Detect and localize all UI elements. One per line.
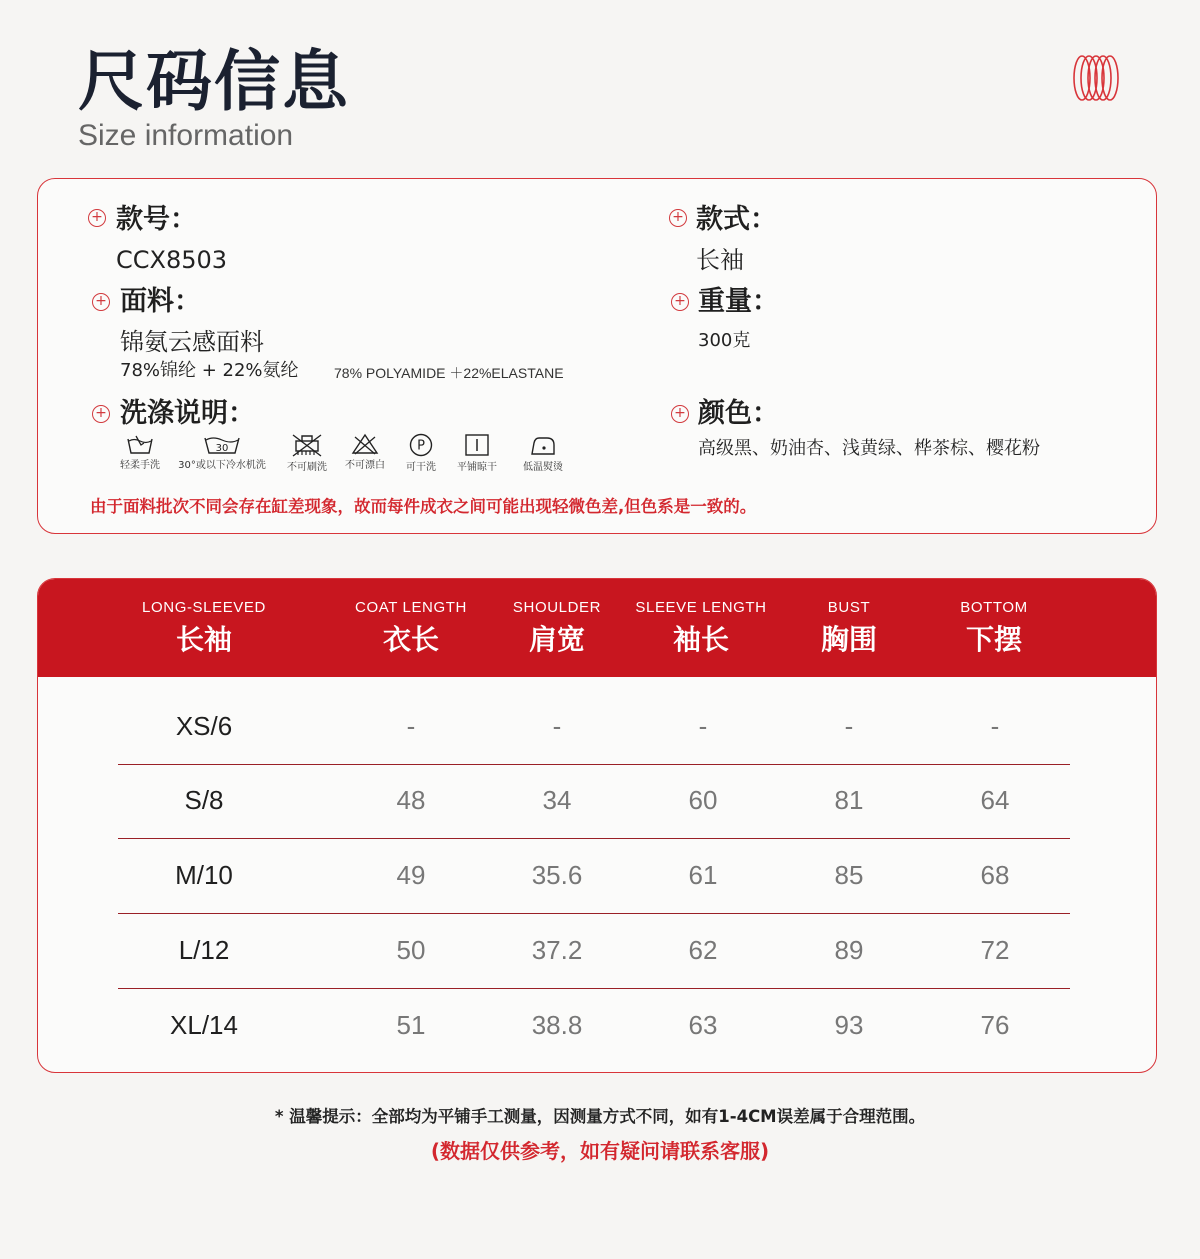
care-item [396,433,446,475]
table-cell: 76 [980,1010,1010,1040]
plus-circle-icon: + [669,209,687,227]
table-cell: 60 [688,785,718,815]
size-table [37,578,1157,1073]
table-row [118,986,1070,1064]
care-item [116,433,164,473]
color-label: 颜色： [698,398,779,429]
size-cell: M/10 [175,860,233,890]
table-cell: 34 [542,785,572,815]
care-caption: 轻柔手洗 [120,460,160,471]
style-type-value: 长袖 [696,246,744,274]
column-header-en: LONG-SLEEVED [142,599,266,616]
table-cell: - [698,711,708,741]
dry-flat-icon [464,433,490,457]
low-iron-icon [529,433,557,457]
table-cell: 62 [688,935,718,965]
column-header-en: BOTTOM [960,599,1028,616]
table-cell: 50 [396,935,426,965]
page-subtitle: Size information [78,119,294,152]
table-row [118,761,1070,839]
no-brush-icon [290,433,324,457]
care-item [446,433,508,475]
size-cell: S/8 [184,785,224,815]
column-header [914,579,1074,657]
plus-circle-icon: + [92,405,110,423]
table-cell: 63 [688,1010,718,1040]
care-item [338,433,392,473]
care-caption: 30°或以下冷水机洗 [178,460,266,471]
style-no-label: 款号： [116,204,197,235]
fabric-label: 面料： [120,286,201,317]
care-caption: 不可漂白 [345,460,385,471]
color-value: 高级黑、奶油杏、浅黄绿、桦茶棕、樱花粉 [698,438,1040,459]
table-row [118,911,1070,989]
column-header-zh: 衣长 [382,623,439,656]
care-caption: 平铺晾干 [457,462,497,473]
table-cell: - [552,711,562,741]
plus-circle-icon: + [92,293,110,311]
table-cell: 93 [834,1010,864,1040]
table-cell: 48 [396,785,426,815]
style-type-label: 款式： [696,204,777,235]
table-cell: - [844,711,854,741]
column-header-zh: 胸围 [820,623,877,656]
column-header-en: SLEEVE LENGTH [635,599,767,616]
weight-label: 重量： [698,286,779,317]
table-cell: 37.2 [531,935,583,965]
column-header-en: SHOULDER [512,599,602,616]
weight-value: 300克 [698,330,751,351]
column-header-en: BUST [827,599,871,616]
table-cell: - [990,711,1000,741]
dry-clean-letter: P [417,438,425,454]
care-caption: 可干洗 [406,462,436,473]
table-row [118,687,1070,765]
care-label: 洗涤说明： [120,398,255,429]
column-header [621,579,781,657]
column-header [124,579,284,657]
care-item [280,433,334,475]
size-cell: L/12 [178,935,230,965]
measurement-tip: * 温馨提示：全部均为平铺手工测量，因测量方式不同，如有1-4CM误差属于合理范围。 [274,1107,926,1126]
column-header [477,579,637,657]
page-title: 尺码信息 [78,43,350,120]
fabric-value: 锦氨云感面料 [120,328,264,356]
plus-circle-icon: + [671,405,689,423]
dry-clean-p-icon [408,433,434,457]
style-no-value: CCX8503 [116,246,228,274]
care-icons-row [116,433,576,483]
table-cell: 85 [834,860,864,890]
table-header [38,579,1157,677]
plus-circle-icon: + [671,293,689,311]
column-header-zh: 下摆 [965,623,1022,656]
table-cell: 68 [980,860,1010,890]
table-cell: 89 [834,935,864,965]
care-item [170,433,274,473]
table-cell: 51 [396,1010,426,1040]
care-item [512,433,574,475]
no-bleach-icon [351,433,379,455]
rings-logo-icon [1068,52,1124,104]
size-cell: XS/6 [175,711,233,741]
hand-wash-icon [126,433,154,455]
table-cell: - [406,711,416,741]
column-header-zh: 袖长 [672,623,729,656]
column-header [331,579,491,657]
column-header-zh: 肩宽 [528,623,585,656]
column-header [769,579,929,657]
care-caption: 低温熨烫 [523,462,563,473]
column-header-zh: 长袖 [175,623,232,656]
wash-30-icon [203,433,241,455]
fabric-composition-en: 78% POLYAMIDE ＋22%ELASTANE [334,365,564,381]
table-cell: 35.6 [531,860,583,890]
table-cell: 61 [688,860,718,890]
reference-disclaimer: (数据仅供参考，如有疑问请联系客服) [430,1139,770,1163]
fabric-composition-zh: 78%锦纶 + 22%氨纶 [120,360,299,381]
table-cell: 81 [834,785,864,815]
wash-temp-text: 30 [215,443,229,454]
table-cell: 49 [396,860,426,890]
column-header-en: COAT LENGTH [355,599,467,616]
table-cell: 72 [980,935,1010,965]
table-cell: 38.8 [531,1010,583,1040]
product-info-card [37,178,1157,534]
size-cell: XL/14 [170,1010,238,1040]
table-row [118,836,1070,914]
table-cell: 64 [980,785,1010,815]
plus-circle-icon: + [88,209,106,227]
color-variance-notice: 由于面料批次不同会存在缸差现象，故而每件成衣之间可能出现轻微色差,但色系是一致的。 [90,497,757,516]
care-caption: 不可刷洗 [287,462,327,473]
